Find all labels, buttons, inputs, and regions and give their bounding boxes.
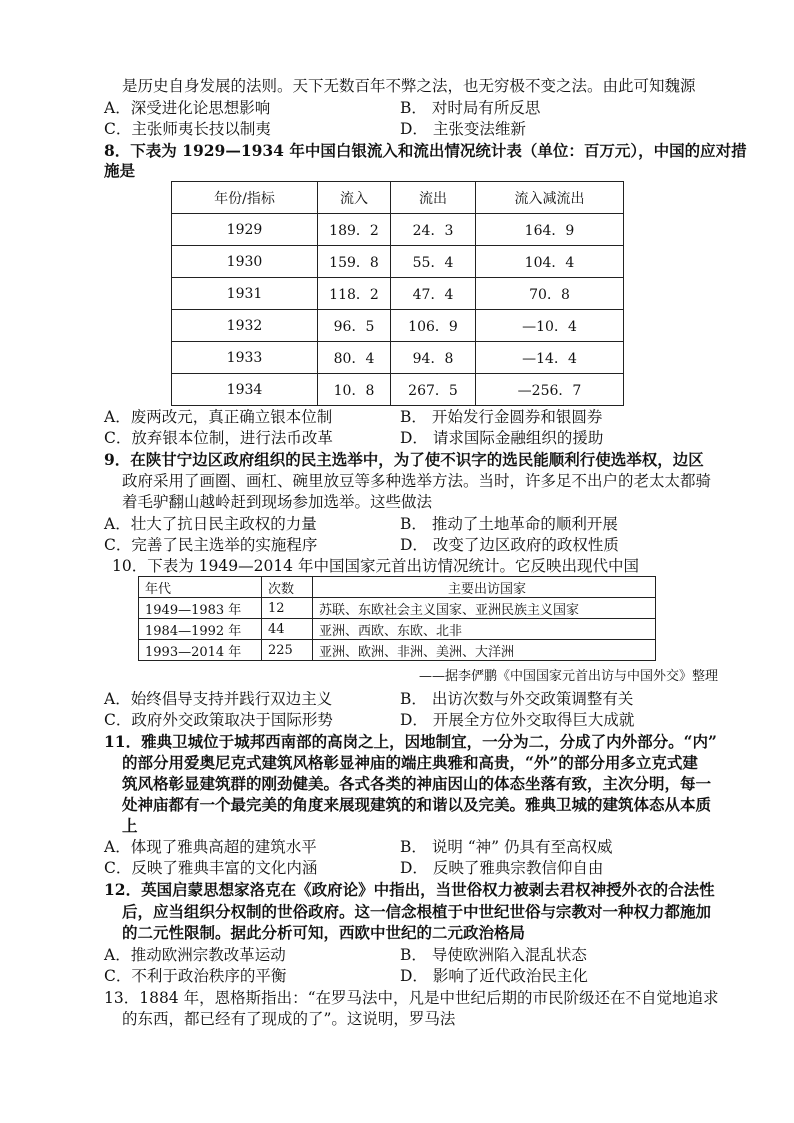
- table-row: [172, 278, 624, 310]
- q12-option-d[interactable]: D． 影响了近代政治民主化: [400, 967, 588, 985]
- table-cell: —14．4: [476, 342, 624, 374]
- table-cell: 70．8: [476, 278, 624, 310]
- table-cell: 亚洲、西欧、东欧、北非: [313, 619, 656, 640]
- q7-stem: 是历史自身发展的法则。天下无数百年不弊之法，也无穷极不变之法。由此可知魏源: [122, 77, 696, 95]
- table-cell: 1984—1992 年: [139, 619, 262, 640]
- table-cell: 189．2: [318, 214, 391, 246]
- table-header-row: [139, 577, 656, 598]
- q9-option-b[interactable]: B． 推动了土地革命的顺利开展: [400, 515, 618, 533]
- silver-flow-table: [171, 181, 624, 406]
- table-cell: 1930: [172, 246, 318, 278]
- table-cell: 1931: [172, 278, 318, 310]
- table-cell: 225: [262, 640, 313, 661]
- state-visits-table: [138, 576, 656, 661]
- q9-stem-line2: 政府采用了画圈、画杠、碗里放豆等多种选举方法。当时，许多足不出户的老太太都骑: [122, 472, 712, 490]
- table-cell: 1993—2014 年: [139, 640, 262, 661]
- table-cell: 亚洲、欧洲、非洲、美洲、大洋洲: [313, 640, 656, 661]
- q8-option-a[interactable]: A．废两改元，真正确立银本位制: [104, 408, 333, 426]
- q8-option-d[interactable]: D． 请求国际金融组织的援助: [400, 429, 604, 447]
- q9-option-a[interactable]: A．壮大了抗日民主政权的力量: [104, 515, 317, 533]
- q11-stem-line1: 11．雅典卫城位于城邦西南部的高岗之上，因地制宜，一分为二，分成了内外部分。“内”: [104, 732, 717, 751]
- table-cell: 1933: [172, 342, 318, 374]
- table-cell: 267．5: [391, 374, 476, 406]
- q9-stem-line3: 着毛驴翻山越岭赶到现场参加选举。这些做法: [122, 493, 433, 511]
- table-row: [139, 619, 656, 640]
- q11-stem-line4: 处神庙都有一个最完美的角度来展现建筑的和谐以及完美。雅典卫城的建筑体态从本质: [122, 795, 712, 814]
- table-header: 流入减流出: [476, 182, 624, 214]
- q8-stem-line2: 施是: [104, 161, 136, 180]
- q11-option-d[interactable]: D． 反映了雅典宗教信仰自由: [400, 859, 604, 877]
- table-cell: 苏联、东欧社会主义国家、亚洲民族主义国家: [313, 598, 656, 619]
- table-cell: 10．8: [318, 374, 391, 406]
- table-cell: 1934: [172, 374, 318, 406]
- table-row: [172, 246, 624, 278]
- table-cell: 96．5: [318, 310, 391, 342]
- q10-option-a[interactable]: A．始终倡导支持并践行双边主义: [104, 690, 333, 708]
- table-row: [172, 214, 624, 246]
- q10-option-b[interactable]: B． 出访次数与外交政策调整有关: [400, 690, 634, 708]
- table-header: 年份/指标: [172, 182, 318, 214]
- table-cell: —256．7: [476, 374, 624, 406]
- q11-option-c[interactable]: C．反映了雅典丰富的文化内涵: [104, 859, 318, 877]
- q7-option-a[interactable]: A．深受进化论思想影响: [104, 99, 271, 117]
- table-header: 流出: [391, 182, 476, 214]
- table-row: [172, 342, 624, 374]
- table-row: [172, 310, 624, 342]
- q12-stem-line3: 的二元性限制。据此分析可知，西欧中世纪的二元政治格局: [122, 923, 526, 942]
- table-header: 主要出访国家: [313, 577, 656, 598]
- q11-option-a[interactable]: A．体现了雅典高超的建筑水平: [104, 838, 317, 856]
- q8-option-c[interactable]: C．放弃银本位制，进行法币改革: [104, 429, 333, 447]
- q9-option-d[interactable]: D． 改变了边区政府的政权性质: [400, 536, 619, 554]
- q12-option-c[interactable]: C．不利于政治秩序的平衡: [104, 967, 287, 985]
- q10-option-c[interactable]: C．政府外交政策取决于国际形势: [104, 711, 333, 729]
- q9-option-c[interactable]: C．完善了民主选举的实施程序: [104, 536, 318, 554]
- q8-stem-line1: 8．下表为 1929—1934 年中国白银流入和流出情况统计表（单位：百万元），中国的应对措: [104, 141, 747, 160]
- table-row: [172, 374, 624, 406]
- q8-option-b[interactable]: B． 开始发行金圆券和银圆券: [400, 408, 603, 426]
- q12-stem-line1: 12．英国启蒙思想家洛克在《政府论》中指出，当世俗权力被剥去君权神授外衣的合法性: [104, 880, 715, 899]
- q11-stem-line5: 上: [122, 816, 138, 835]
- q10-stem: 10．下表为 1949—2014 年中国国家元首出访情况统计。它反映出现代中国: [112, 557, 639, 575]
- q12-option-b[interactable]: B． 导使欧洲陷入混乱状态: [400, 946, 587, 964]
- table-header: 年代: [139, 577, 262, 598]
- q13-stem-line2: 的东西，都已经有了现成的了”。这说明，罗马法: [122, 1010, 456, 1028]
- table-cell: 44: [262, 619, 313, 640]
- q7-option-b[interactable]: B． 对时局有所反思: [400, 99, 541, 117]
- table-cell: 159．8: [318, 246, 391, 278]
- table-cell: 24．3: [391, 214, 476, 246]
- table-cell: 12: [262, 598, 313, 619]
- q7-option-c[interactable]: C．主张师夷长技以制夷: [104, 120, 271, 138]
- q11-stem-line3: 筑风格彰显建筑群的刚劲健美。各式各类的神庙因山的体态坐落有致，主次分明，每一: [122, 774, 712, 793]
- q13-stem-line1: 13．1884 年，恩格斯指出：“在罗马法中，凡是中世纪后期的市民阶级还在不自觉地追求: [104, 989, 719, 1007]
- table-cell: —10．4: [476, 310, 624, 342]
- q10-option-d[interactable]: D． 开展全方位外交取得巨大成就: [400, 711, 635, 729]
- table-cell: 164．9: [476, 214, 624, 246]
- table-header-row: [172, 182, 624, 214]
- q11-stem-line2: 的部分用爱奥尼克式建筑风格彰显神庙的端庄典雅和高贵，“外”的部分用多立克式建: [122, 753, 698, 772]
- q11-option-b[interactable]: B． 说明 “神” 仍具有至高权威: [400, 838, 613, 856]
- table-row: [139, 640, 656, 661]
- table-cell: 80．4: [318, 342, 391, 374]
- table-cell: 104．4: [476, 246, 624, 278]
- table-cell: 94．8: [391, 342, 476, 374]
- q12-option-a[interactable]: A．推动欧洲宗教改革运动: [104, 946, 286, 964]
- table-cell: 1932: [172, 310, 318, 342]
- q7-option-d[interactable]: D． 主张变法维新: [400, 120, 526, 138]
- table-cell: 106．9: [391, 310, 476, 342]
- table-cell: 47．4: [391, 278, 476, 310]
- q9-stem-line1: 9．在陕甘宁边区政府组织的民主选举中，为了使不识字的选民能顺利行使选举权，边区: [104, 450, 704, 469]
- table-row: [139, 598, 656, 619]
- table-header: 次数: [262, 577, 313, 598]
- table-cell: 118．2: [318, 278, 391, 310]
- q12-stem-line2: 后，应当组织分权制的世俗政府。这一信念根植于中世纪世俗与宗教对一种权力都施加: [122, 902, 712, 921]
- table-cell: 1949—1983 年: [139, 598, 262, 619]
- table-source-note: ——据李俨鹏《中国国家元首出访与中国外交》整理: [418, 669, 718, 684]
- table-cell: 55．4: [391, 246, 476, 278]
- table-header: 流入: [318, 182, 391, 214]
- table-cell: 1929: [172, 214, 318, 246]
